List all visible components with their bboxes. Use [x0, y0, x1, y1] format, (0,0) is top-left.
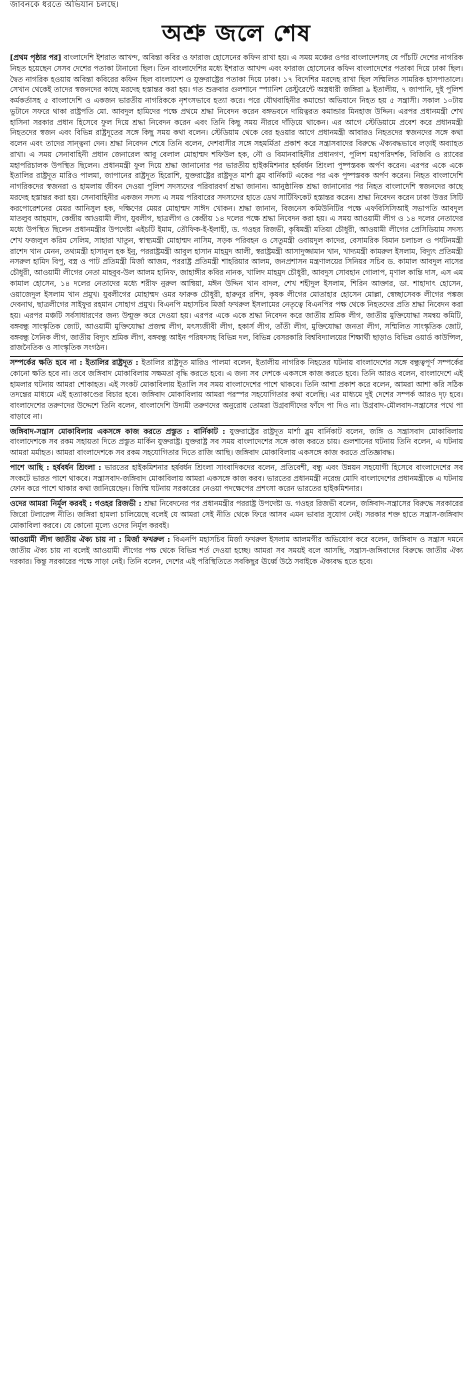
- section-subheading: পাশে আছি : হর্ষবর্ধন শ্রিংলা :: [10, 462, 102, 472]
- section-divider: [10, 497, 463, 498]
- section-gowher-rizvi: [10, 497, 463, 531]
- section-mirza-fakhrul: [10, 533, 463, 567]
- section-subheading: সম্পর্কের ক্ষতি হবে না : ইতালির রাষ্ট্রদূত :: [10, 358, 139, 367]
- section-italy-ambassador: [10, 356, 463, 423]
- section-us-ambassador: [10, 425, 463, 459]
- intro-body-text: বাংলাদেশি ইশরাত আখন্দ, অবিন্তা কবির ও ফারাজ হোসেনের কফিন রাখা হয়। এ সময় মঞ্চের ওপর বাংলাদেশসহ যে পাঁচটি দেশের নাগরিক নিহত হয়েছেন সেসব দেশের পতাকা টানানো ছিল। তিন বাংলাদেশির মধ্যে ইশরাত আখন্দ এবং ফারাজ হোসেনের কফিন বাংলাদেশের পতাকা দিয়ে ঢাকা ছিল। দ্বৈত নাগরিক হওয়ায় অবিন্তা কবিরের কফিন ছিল বাংলাদেশ ও যুক্তরাষ্ট্রের পতাকা দিয়ে ঢাকা। ১৭ বিদেশির মরদেহ রাখা ছিল সম্মিলিত সামরিক হাসপাতালে। সেখান থেকেই তাদের স্বজনদের কাছে মরদেহ হস্তান্তর করা হয়। গত শুক্রবার গুলশানে স্প্যানিশ রেস্টুরেন্টে অস্ত্রধারী জঙ্গিরা ৯ ইতালীয়, ৭ জাপানি, দুই পুলিশ কর্মকর্তাসহ ৫ বাংলাদেশি ও একজন ভারতীয় নাগরিককে নৃশংসভাবে হত্যা করে। পরে যৌথবাহিনীর কমান্ডো অভিযানে নিহত হয় ৫ সন্ত্রাসী। সকাল ১০টায় ভুটানে সফরে থাকা রাষ্ট্রপতি মো. আবদুল হামিদের পক্ষে প্রথমে শ্রদ্ধা নিবেদন করেন বঙ্গভবনে দায়িত্বরত কমান্ডার মিনহাজ উদ্দিন। এরপর প্রধানমন্ত্রী শেখ হাসিনা সরকার প্রধান হিসেবে ফুল দিয়ে শ্রদ্ধা নিবেদন করেন এবং তিনি কিছু সময় নীরবে দাঁড়িয়ে থাকেন। এর আগে স্টেডিয়ামে প্রবেশ করে প্রধানমন্ত্রী নিহতদের স্বজন এবং বিভিন্ন রাষ্ট্রদূতের সঙ্গে কিছু সময় কথা বলেন। স্টেডিয়াম থেকে বের হওয়ার আগে প্রধানমন্ত্রী আবারও নিহতদের স্বজনদের সঙ্গে কথা বলেন এবং তাদের সান্ত্বনা দেন। শ্রদ্ধা নিবেদন শেষে তিনি বলেন, দেশবাসীর সঙ্গে সহমর্মিতা প্রকাশ করে সন্ত্রাসবাদের বিরুদ্ধে ঐক্যবদ্ধভাবে লড়াই অব্যাহত রাখা। এ সময় সেনাবাহিনী প্রধান জেনারেল আবু বেলাল মোহাম্মদ শফিউল হক, নৌ ও বিমানবাহিনীর প্রধানগণ, পুলিশ মহাপরিদর্শক, বিজিবি ও র‍্যাবের মহাপরিচালক উপস্থিত ছিলেন। প্রধানমন্ত্রী ফুল দিয়ে শ্রদ্ধা জানানোর পর ভারতীয় হাইকমিশনার হর্ষবর্ধন শ্রিংলা পুষ্পস্তবক অর্পণ করেন। এরপর একে একে ইতালির রাষ্ট্রদূত মারিও পালমা, জাপানের রাষ্ট্রদূত হিরোশি, যুক্তরাষ্ট্রের রাষ্ট্রদূত মার্শা ব্লুম বার্নিকাট একের পর এক পুষ্পস্তবক অর্পণ করেন। নিহত বাংলাদেশি নাগরিকদের স্বজনরা ও হামলায় জীবন দেওয়া পুলিশ সদস্যদের পরিবারবর্গ শ্রদ্ধা জানান। আনুষ্ঠানিক শ্রদ্ধা জানানোর পর নিহত বাংলাদেশি স্বজনদের কাছে মরদেহ হস্তান্তর করা হয়। সেনাবাহিনীর একজন সদস্য এ সময় পরিবারের সদস্যদের হাতে ডেথ সার্টিফিকেট হস্তান্তর করেন। শ্রদ্ধা নিবেদন করেন ঢাকা উত্তর সিটি করপোরেশনের মেয়র আনিসুল হক, দক্ষিণের মেয়র মোহাম্মদ সাঈদ খোকন। শ্রদ্ধা জানান, বিজনেস কমিউনিটির পক্ষে এফবিসিসিআই সভাপতি আবদুল মাতলুব আহমাদ, কেন্দ্রীয় আওয়ামী লীগ, যুবলীগ, ছাত্রলীগ ও কেন্দ্রীয় ১৪ দলের পক্ষে শ্রদ্ধা নিবেদন করা হয়। এ সময় আওয়ামী লীগ ও ১৪ দলের নেতাদের মধ্যে উপস্থিত ছিলেন প্রধানমন্ত্রীর উপদেষ্টা এইচটি ইমাম, তৌফিক-ই-ইলাহী, ড. গওহর রিজভী, কৃষিমন্ত্রী মতিয়া চৌধুরী, আওয়ামী লীগের প্রেসিডিয়াম সদস্য শেখ ফজলুল করিম সেলিম, সাহারা খাতুন, স্বাস্থ্যমন্ত্রী মোহাম্মদ নাসিম, সড়ক পরিবহন ও সেতুমন্ত্রী ওবায়দুল কাদের, বেসামরিক বিমান চলাচল ও পর্যটনমন্ত্রী রাশেদ খান মেনন, তথ্যমন্ত্রী হাসানুল হক ইনু, পররাষ্ট্রমন্ত্রী আবুল হাসান মাহমুদ আলী, স্বরাষ্ট্রমন্ত্রী আসাদুজ্জামান খান, খাদ্যমন্ত্রী কামরুল ইসলাম, বিদ্যুৎ প্রতিমন্ত্রী নসরুল হামিদ বিপু, বস্ত্র ও পাট প্রতিমন্ত্রী মির্জা আজম, পররাষ্ট্র প্রতিমন্ত্রী শাহরিয়ার আলম, জনপ্রশাসন মন্ত্রণালয়ের সিনিয়র সচিব ড. কামাল আবদুল নাসের চৌধুরী, আওয়ামী লীগের নেতা মাহবুব-উল আলম হানিফ, জাহাঙ্গীর কবির নানক, খালিদ মাহমুদ চৌধুরী, আবদুস সোবহান গোলাপ, মৃণাল কান্তি দাস, এস এম কামাল হোসেন, ১৪ দলের নেতাদের মধ্যে শরীফ নুরুল আম্বিয়া, মঈন উদ্দিন খান বাদল, শেখ শহীদুল ইসলাম, শিরিন আক্তার, ডা. শাহাদাৎ হোসেন, ওয়াজেদুল ইসলাম খান প্রমুখ। যুবলীগের মোহাম্মদ ওমর ফারুক চৌধুরী, হারুনুর রশিদ, কৃষক লীগের মোতাহার হোসেন মোল্লা, স্বেচ্ছাসেবক লীগের পঙ্কজ দেবনাথ, ছাত্রলীগের সাইফুর রহমান সোহাগ প্রমুখ। বিএনপি মহাসচিব মির্জা ফখরুল ইসলামের নেতৃত্বে বিএনপির পক্ষ থেকে নিহতদের প্রতি শ্রদ্ধা নিবেদন করা হয়। এরপর মঞ্চটি সর্বসাধারণের জন্য উন্মুক্ত করে দেওয়া হয়। এরপর একে একে শ্রদ্ধা নিবেদন করে জাতীয় শ্রমিক লীগ, জাতীয় মুক্তিযোদ্ধা সমন্বয় কমিটি, বঙ্গবন্ধু সাংস্কৃতিক জোট, আওয়ামী মুক্তিযোদ্ধা প্রজন্ম লীগ, মৎস্যজীবী লীগ, হকার্স লীগ, তাঁতী লীগ, মুক্তিযোদ্ধা জনতা লীগ, সম্মিলিত সাংস্কৃতিক জোট, বঙ্গবন্ধু সৈনিক লীগ, জাতীয় বিদ্যুৎ শ্রমিক লীগ, বঙ্গবন্ধু আইন পরিষদসহ বিভিন্ন দল, বিভিন্ন বেসরকারি বিশ্ববিদ্যালয়ের শিক্ষার্থী ছাড়াও বিভিন্ন ওয়ার্ড কাউন্সিল, রাজনৈতিক ও সাংস্কৃতিক সংগঠন।: [10, 53, 464, 353]
- section-body-text: যুক্তরাষ্ট্রের রাষ্ট্রদূত মার্শা ব্লুম বার্নিকাট বলেন, জঙ্গি ও সন্ত্রাসবাদ মোকাবিলায় বাংলাদেশকে সব রকম সহায়তা দিতে প্রস্তুত মার্কিন যুক্তরাষ্ট্র। যুক্তরাষ্ট্র সব সময় বাংলাদেশের সঙ্গে কাজ করতে চায়। গুলশানের ঘটনায় তিনি বলেন, এ ঘটনায় আমরা মর্মাহত। আমরা বাংলাদেশকে সব রকম সহযোগিতার দিতে রাজি আছি। জঙ্গিবাদ মোকাবিলায় একসঙ্গে কাজ করতে প্রতিজ্ঞাবদ্ধ।: [10, 426, 463, 457]
- section-subheading: আওয়ামী লীগ জাতীয় ঐক্য চায় না : মির্জা ফখরুল :: [10, 535, 171, 545]
- section-divider: [10, 461, 463, 462]
- intro-paragraph: [10, 53, 463, 354]
- section-body-text: বিএনপি মহাসচিব মির্জা ফখরুল ইসলাম আলমগীর অভিযোগ করে বলেন, জঙ্গিবাদ ও সন্ত্রাস দমনে জাতীয় ঐক্য চায় না বলেই আওয়ামী লীগের পক্ষ থেকে বিভিন্ন শর্ত দেওয়া হচ্ছে। আমরা সব সময়ই বলে আসছি, সন্ত্রাস-জঙ্গিবাদের বিরুদ্ধে জাতীয় ঐক্য দরকার। কিন্তু সরকারের পক্ষে সাড়া নেই। তিনি বলেন, দেশের এই পরিস্থিতিতে সবকিছুর ঊর্ধ্বে উঠে সবাইকে ঐক্যবদ্ধ হতে হবে।: [10, 535, 463, 566]
- continuation-marker: [প্রথম পৃষ্ঠার পর]: [10, 53, 62, 62]
- section-subheading: জঙ্গিবাদ-সন্ত্রাস মোকাবিলায় একসঙ্গে কাজ করতে প্রস্তুত : বার্নিকাট :: [10, 426, 226, 436]
- section-body-text: শ্রদ্ধা নিবেদনের পর প্রধানমন্ত্রীর পররাষ্ট্র উপদেষ্টা ড. গওহর রিজভী বলেন, জঙ্গিবাদ-সন্ত্রাসের বিরুদ্ধে সরকারের জিরো টলারেন্স নীতি। জঙ্গিরা হামলা চালিয়েছে বলেই যে আমরা সেই নীতি থেকে ফিরে আসব এমন ভাবার সুযোগ নেই। সরকার শক্ত হাতে সন্ত্রাস-জঙ্গিবাদ মোকাবিলা করবে। যে কোনো মূল্যে ওদের নির্মূল করবই।: [10, 499, 464, 530]
- section-paragraph: [10, 358, 463, 423]
- section-india-high-commissioner: [10, 461, 463, 495]
- section-paragraph: [10, 427, 463, 459]
- section-divider: [10, 425, 463, 426]
- section-paragraph: [10, 499, 463, 531]
- section-paragraph: [10, 535, 463, 567]
- section-divider: [10, 356, 463, 357]
- section-body-text: ভারতের হাইকমিশনার হর্ষবর্ধন শ্রিংলা সাংবাদিকদের বলেন, প্রতিবেশী, বন্ধু এবং উন্নয়ন সহযোগী হিসেবে বাংলাদেশের সব সংকটে ভারত পাশে থাকবে। সন্ত্রাসবাদ-জঙ্গিবাদ মোকাবিলায় আমরা একসঙ্গে কাজ করব। ভারতের প্রধানমন্ত্রী নরেন্দ্র মোদি বাংলাদেশের প্রধানমন্ত্রীকে এ ঘটনায় ফোন করে পাশে থাকার কথা জানিয়েছেন। জিম্মি ঘটনায় সরকারের নেওয়া পদক্ষেপের প্রশংসা করেন ভারতের হাইকমিশনার।: [10, 462, 463, 494]
- section-paragraph: [10, 463, 463, 495]
- section-body-text: ইতালির রাষ্ট্রদূত মারিও পালমা বলেন, ইতালীয় নাগরিক নিহতের ঘটনায় বাংলাদেশের সঙ্গে বন্ধুত্বপূর্ণ সম্পর্কের কোনো ক্ষতি হবে না। তবে জঙ্গিবাদ মোকাবিলায় সক্ষমতা বৃদ্ধি করতে হবে। এ জন্য সব দেশকে একসঙ্গে কাজ করতে হবে। তিনি আরও বলেন, বাংলাদেশে এই হামলার ঘটনায় আমরা শোকাহত। এই সংকট মোকাবিলায় ইতালি সব সময় বাংলাদেশের পাশে থাকবে। তিনি আশা প্রকাশ করে বলেন, আমরা আশা করি সঠিক তদন্তের মাধ্যমে এই হত্যাকাণ্ডের বিচার হবে। জঙ্গিবাদ মোকাবিলায় আমরা পরস্পর সহযোগিতার কথা বলেছি। এর মাধ্যমে দুই দেশের সম্পর্ক আরও দৃঢ় হবে। বাংলাদেশের তরুণদের উদ্দেশে তিনি বলেন, বাংলাদেশি উদ্যমী তরুণদের অনুরোধ তোমরা উগ্রবাদীদের ফাঁদে পা দিও না। উগ্রবাদ-মৌলবাদ-সন্ত্রাসের পথে পা বাড়াবে না।: [10, 358, 463, 421]
- article-headline: অশ্রু জলে শেষ: [161, 21, 312, 47]
- previous-article-fragment: জাবনকে ধরতে অভিযান চলছে।: [10, 0, 119, 10]
- section-subheading: ওদের আমরা নির্মূল করবই : গওহর রিজভী :: [10, 499, 142, 508]
